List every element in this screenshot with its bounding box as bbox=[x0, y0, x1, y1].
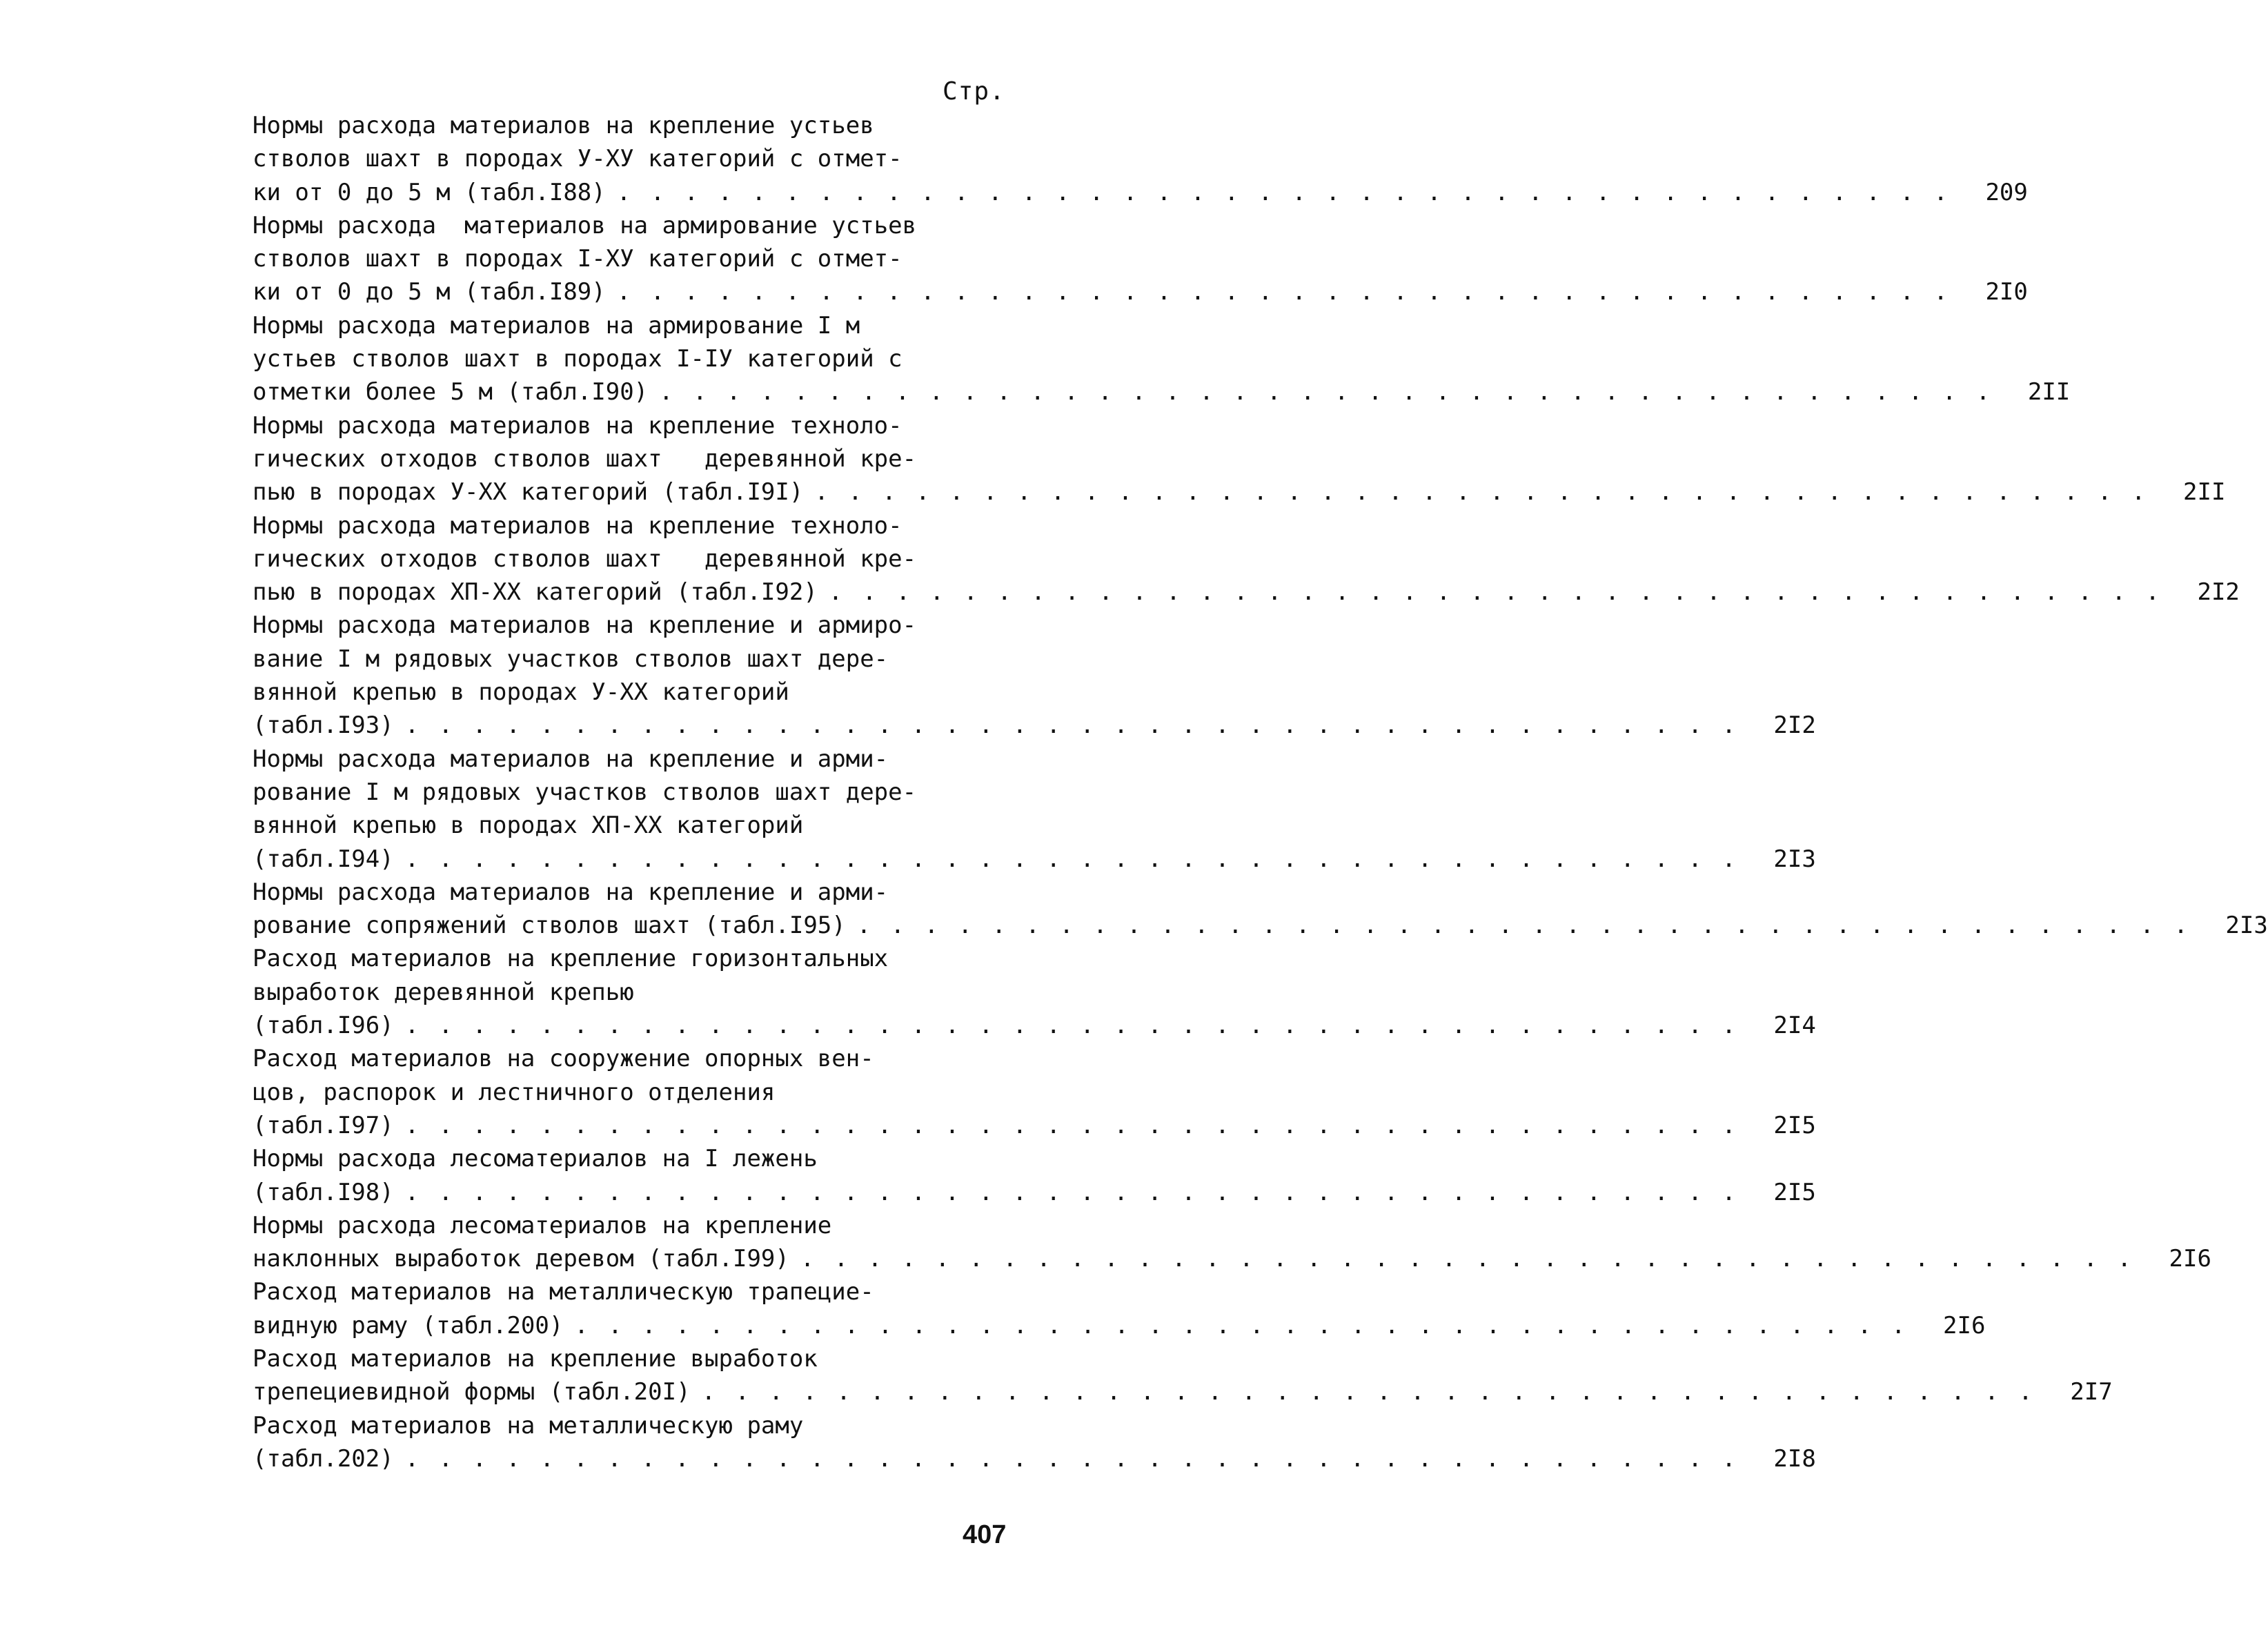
dot-leader: . . . . . . . . . . . . . . . . . . . . . . . . . . . . . . . . . . . . . . . . bbox=[404, 1178, 1739, 1206]
toc-entry-line: Расход материалов на металлическую раму bbox=[253, 1411, 804, 1440]
dot-leader: . . . . . . . . . . . . . . . . . . . . . . . . . . . . . . . . . . . . . . . . bbox=[404, 1012, 1739, 1040]
dot-leader: . . . . . . . . . . . . . . . . . . . . . . . . . . . . . . . . . . . . . . . . bbox=[856, 912, 2191, 940]
table-of-contents bbox=[253, 109, 2268, 1475]
toc-entry-line bbox=[253, 1176, 1816, 1209]
dot-leader: . . . . . . . . . . . . . . . . . . . . . . . . . . . . . . . . . . . . . . . . bbox=[404, 711, 1739, 740]
toc-entry-text: пью в породах У-ХХ категорий (табл.I9I) bbox=[253, 478, 804, 507]
toc-entry-text: отметки более 5 м (табл.I90) bbox=[253, 378, 649, 406]
toc-entry-text: рование сопряжений стволов шахт (табл.I95) bbox=[253, 912, 846, 940]
dot-leader: . . . . . . . . . . . . . . . . . . . . . . . . . . . . . . . . . . . . . . . . bbox=[828, 578, 2162, 607]
toc-entry-line: вянной крепью в породах ХП-ХХ категорий bbox=[253, 812, 804, 840]
toc-entry-page: 2I6 bbox=[2169, 1245, 2211, 1273]
toc-entry-line bbox=[253, 709, 1816, 742]
toc-entry-line: вание I м рядовых участков стволов шахт дере- bbox=[253, 645, 889, 673]
toc-entry bbox=[253, 409, 2226, 509]
toc-entry-page: 2I3 bbox=[1773, 845, 1816, 873]
toc-entry-line: Расход материалов на крепление горизонтальных bbox=[253, 945, 889, 973]
toc-entry-text: (табл.I98) bbox=[253, 1178, 394, 1206]
toc-entry-line bbox=[253, 1442, 1816, 1475]
dot-leader: . . . . . . . . . . . . . . . . . . . . . . . . . . . . . . . . . . . . . . . . bbox=[659, 378, 1993, 406]
toc-entry-page: 2I3 bbox=[2225, 912, 2268, 940]
toc-entry-text: пью в породах ХП-ХХ категорий (табл.I92) bbox=[253, 578, 818, 607]
toc-entry bbox=[253, 109, 2028, 209]
toc-entry-page: 2I7 bbox=[2070, 1378, 2113, 1406]
toc-entry-line: Расход материалов на сооружение опорных вен- bbox=[253, 1045, 874, 1073]
toc-entry-line bbox=[253, 375, 2071, 409]
toc-entry-page: 2I5 bbox=[1773, 1111, 1816, 1139]
toc-entry-line: гических отходов стволов шахт деревянной кре- bbox=[253, 444, 917, 473]
toc-entry-line bbox=[253, 843, 1816, 876]
dot-leader: . . . . . . . . . . . . . . . . . . . . . . . . . . . . . . . . . . . . . . . . bbox=[404, 1111, 1739, 1139]
toc-entry-text: ки от 0 до 5 м (табл.I89) bbox=[253, 278, 606, 306]
toc-entry bbox=[253, 209, 2028, 309]
toc-entry-line: Нормы расхода материалов на крепление и армиро- bbox=[253, 611, 917, 640]
toc-entry-line bbox=[253, 909, 2268, 942]
toc-entry-page: 2I4 bbox=[1773, 1012, 1816, 1040]
toc-entry-line bbox=[253, 1009, 1816, 1042]
toc-entry bbox=[253, 509, 2240, 609]
toc-entry bbox=[253, 876, 2268, 943]
toc-entry-line: Нормы расхода материалов на крепление техноло- bbox=[253, 511, 903, 540]
toc-entry-text: (табл.I93) bbox=[253, 711, 394, 740]
toc-entry bbox=[253, 1342, 2113, 1409]
toc-entry-page: 2I0 bbox=[1985, 278, 2028, 306]
toc-entry-text: (табл.I94) bbox=[253, 845, 394, 873]
toc-entry-line bbox=[253, 1375, 2113, 1408]
page-number: 407 bbox=[963, 1520, 1007, 1549]
toc-entry-page: 2I2 bbox=[2197, 578, 2240, 607]
toc-entry-line: Нормы расхода лесоматериалов на I лежень bbox=[253, 1145, 818, 1173]
toc-entry bbox=[253, 1042, 1816, 1142]
toc-entry bbox=[253, 942, 1816, 1042]
toc-entry bbox=[253, 1209, 2211, 1276]
toc-entry-line: рование I м рядовых участков стволов шахт дере- bbox=[253, 778, 917, 806]
toc-entry-page: 209 bbox=[1985, 178, 2028, 206]
toc-entry-line: Нормы расхода материалов на крепление устьев bbox=[253, 112, 874, 139]
toc-entry-line bbox=[253, 275, 2028, 308]
toc-entry-line: Нормы расхода лесоматериалов на крепление bbox=[253, 1211, 832, 1239]
toc-entry-page: 2I5 bbox=[1773, 1178, 1816, 1206]
dot-leader: . . . . . . . . . . . . . . . . . . . . . . . . . . . . . . . . . . . . . . . . bbox=[701, 1378, 2035, 1406]
toc-entry-line: Нормы расхода материалов на крепление и арми- bbox=[253, 745, 889, 773]
dot-leader: . . . . . . . . . . . . . . . . . . . . . . . . . . . . . . . . . . . . . . . . bbox=[574, 1311, 1909, 1339]
toc-entry bbox=[253, 1142, 1816, 1209]
page-column-label: Стр. bbox=[943, 77, 1005, 106]
toc-entry-line: Нормы расхода материалов на крепление техноло- bbox=[253, 411, 903, 440]
toc-entry bbox=[253, 609, 1816, 742]
toc-entry-line: вянной крепью в породах У-ХХ категорий bbox=[253, 678, 789, 707]
toc-entry-line bbox=[253, 176, 2028, 209]
toc-entry-line: стволов шахт в породах У-ХУ категорий с отмет- bbox=[253, 145, 903, 173]
toc-entry-line: гических отходов стволов шахт деревянной кре- bbox=[253, 544, 917, 573]
dot-leader: . . . . . . . . . . . . . . . . . . . . . . . . . . . . . . . . . . . . . . . . bbox=[404, 845, 1739, 873]
toc-entry-line: выработок деревянной крепью bbox=[253, 978, 634, 1006]
toc-entry-line: Нормы расхода материалов на армирование I м bbox=[253, 311, 860, 340]
toc-entry-line bbox=[253, 1309, 1986, 1342]
toc-entry-line bbox=[253, 475, 2226, 509]
toc-entry-text: ки от 0 до 5 м (табл.I88) bbox=[253, 178, 606, 206]
toc-entry-line: Расход материалов на крепление выработок bbox=[253, 1344, 818, 1373]
toc-entry-line: Расход материалов на металлическую трапецие- bbox=[253, 1278, 874, 1306]
toc-entry-page: 2I2 bbox=[1773, 711, 1816, 740]
toc-entry-page: 2II bbox=[2027, 378, 2071, 406]
toc-entry bbox=[253, 309, 2071, 409]
toc-entry-line: Нормы расхода материалов на армирование устьев bbox=[253, 211, 917, 239]
dot-leader: . . . . . . . . . . . . . . . . . . . . . . . . . . . . . . . . . . . . . . . . bbox=[404, 1444, 1739, 1473]
toc-entry-text: (табл.I96) bbox=[253, 1012, 394, 1040]
toc-entry bbox=[253, 1409, 1816, 1476]
toc-entry-text: (табл.202) bbox=[253, 1444, 394, 1473]
toc-entry-text: наклонных выработок деревом (табл.I99) bbox=[253, 1245, 789, 1273]
dot-leader: . . . . . . . . . . . . . . . . . . . . . . . . . . . . . . . . . . . . . . . . bbox=[616, 278, 1951, 306]
toc-entry bbox=[253, 743, 1816, 876]
toc-entry-line: Нормы расхода материалов на крепление и арми- bbox=[253, 878, 889, 906]
toc-entry-line: цов, распорок и лестничного отделения bbox=[253, 1078, 776, 1106]
toc-entry-page: 2II bbox=[2183, 478, 2226, 507]
toc-entry-line bbox=[253, 576, 2240, 609]
toc-entry-text: (табл.I97) bbox=[253, 1111, 394, 1139]
toc-entry-page: 2I8 bbox=[1773, 1444, 1816, 1473]
toc-entry-line: стволов шахт в породах I-ХУ категорий с отмет- bbox=[253, 245, 903, 273]
toc-entry-line bbox=[253, 1109, 1816, 1142]
toc-entry-line: устьев стволов шахт в породах I-IУ категорий с bbox=[253, 345, 903, 373]
toc-entry-text: трепециевидной формы (табл.20I) bbox=[253, 1378, 691, 1406]
toc-entry bbox=[253, 1275, 1986, 1342]
toc-entry-page: 2I6 bbox=[1943, 1311, 1986, 1339]
dot-leader: . . . . . . . . . . . . . . . . . . . . . . . . . . . . . . . . . . . . . . . . bbox=[616, 178, 1951, 206]
toc-entry-text: видную раму (табл.200) bbox=[253, 1311, 564, 1339]
toc-entry-line bbox=[253, 1242, 2211, 1275]
dot-leader: . . . . . . . . . . . . . . . . . . . . . . . . . . . . . . . . . . . . . . . . bbox=[800, 1245, 2134, 1273]
dot-leader: . . . . . . . . . . . . . . . . . . . . . . . . . . . . . . . . . . . . . . . . bbox=[814, 478, 2149, 507]
